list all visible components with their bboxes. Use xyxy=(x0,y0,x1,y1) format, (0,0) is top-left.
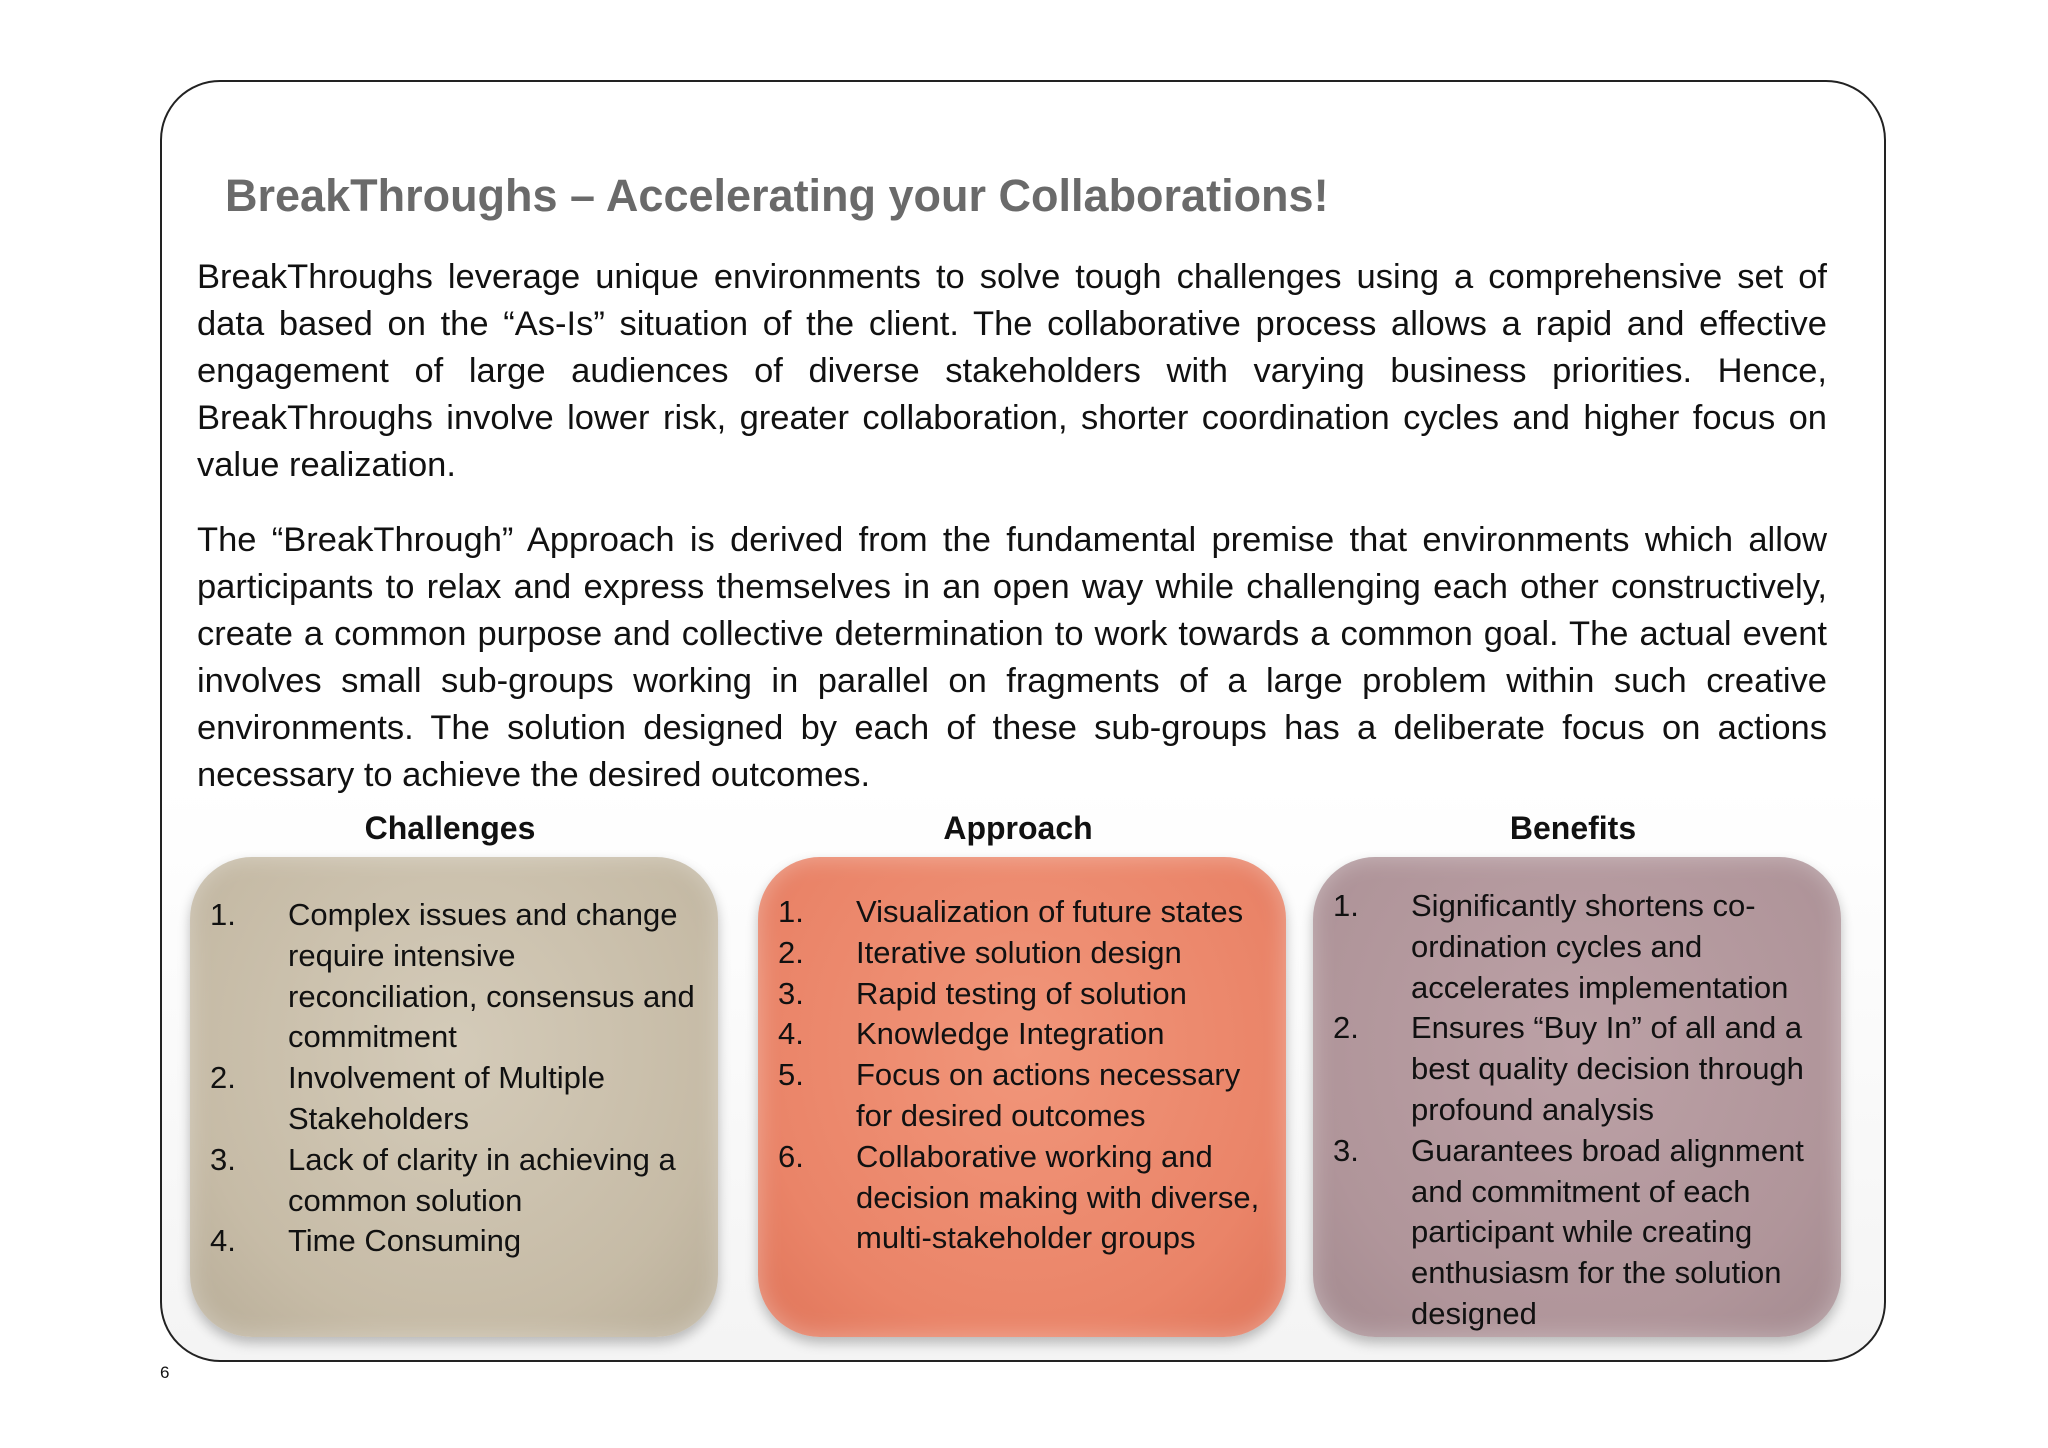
item-number: 2. xyxy=(1333,1010,1359,1046)
item-number: 4. xyxy=(778,1016,804,1052)
intro-paragraph: BreakThroughs leverage unique environments to solve tough challenges using a comprehensive set of data based on the “As-Is” situation of the client. The collaborative process allows a rapid and effective engagement of large audiences of diverse stakeholders with varying business priorities. Hence, BreakThroughs involve lower risk, greater collaboration, shorter coordination cycles and higher focus on value realization. xyxy=(197,258,1827,484)
slide-title: BreakThroughs – Accelerating your Collaborations! xyxy=(225,170,1329,221)
item-text: Visualization of future states xyxy=(856,894,1244,929)
item-text: Significantly shortens co-ordination cycles and accelerates implementation xyxy=(1411,888,1789,1005)
page-number: 6 xyxy=(160,1363,170,1382)
item-number: 1. xyxy=(778,894,804,929)
item-text: Collaborative working and decision making with diverse, multi-stakeholder groups xyxy=(856,1138,1260,1256)
list-item xyxy=(778,1137,1278,1259)
item-text: Lack of clarity in achieving a common solution xyxy=(288,1141,676,1218)
benefits-heading: Benefits xyxy=(1509,810,1637,846)
list-item xyxy=(778,1055,1278,1137)
item-number: 6. xyxy=(778,1138,804,1174)
list-item xyxy=(778,1014,1278,1055)
item-number: 1. xyxy=(210,897,236,932)
item-number: 1. xyxy=(1333,888,1359,923)
item-number: 2. xyxy=(210,1060,236,1096)
list-item xyxy=(1333,886,1833,1008)
challenges-heading: Challenges xyxy=(364,810,536,846)
item-text: Focus on actions necessary for desired outcomes xyxy=(856,1057,1241,1133)
item-text: Involvement of Multiple Stakeholders xyxy=(288,1060,606,1136)
list-item xyxy=(778,892,1278,933)
list-item xyxy=(778,974,1278,1015)
item-text: Ensures “Buy In” of all and a best quality decision through profound analysis xyxy=(1411,1010,1804,1127)
item-text: Iterative solution design xyxy=(856,934,1182,970)
item-text: Complex issues and change require intensive reconciliation, consensus and commitment xyxy=(288,897,695,1055)
item-number: 3. xyxy=(778,975,804,1011)
list-item xyxy=(1333,1131,1833,1335)
approach-paragraph: The “BreakThrough” Approach is derived from the fundamental premise that environments which allow participants to relax and express themselves in an open way while challenging each other constructively, create a common purpose and collective determination to work towards a common goal. The actual event involves small sub-groups working in parallel on fragments of a large problem within such creative environments. The solution designed by each of these sub-groups has a deliberate focus on actions necessary to achieve the desired outcomes. xyxy=(197,521,1827,794)
list-item xyxy=(1333,1008,1833,1130)
list-item xyxy=(210,1221,700,1262)
item-number: 2. xyxy=(778,934,804,970)
approach-heading: Approach xyxy=(943,810,1093,846)
approach-list xyxy=(778,892,1278,1259)
item-text: Time Consuming xyxy=(288,1223,522,1259)
item-text: Guarantees broad alignment and commitment of each participant while creating enthusiasm for the solution designed xyxy=(1411,1132,1804,1331)
challenges-list xyxy=(210,895,700,1262)
list-item xyxy=(210,895,700,1058)
item-number: 4. xyxy=(210,1223,236,1259)
list-item xyxy=(210,1058,700,1140)
item-number: 3. xyxy=(210,1141,236,1177)
list-item xyxy=(210,1140,700,1222)
item-number: 5. xyxy=(778,1057,804,1093)
item-text: Rapid testing of solution xyxy=(856,975,1187,1011)
list-item xyxy=(778,933,1278,974)
item-number: 3. xyxy=(1333,1132,1359,1168)
benefits-list xyxy=(1333,886,1833,1335)
item-text: Knowledge Integration xyxy=(856,1016,1165,1052)
